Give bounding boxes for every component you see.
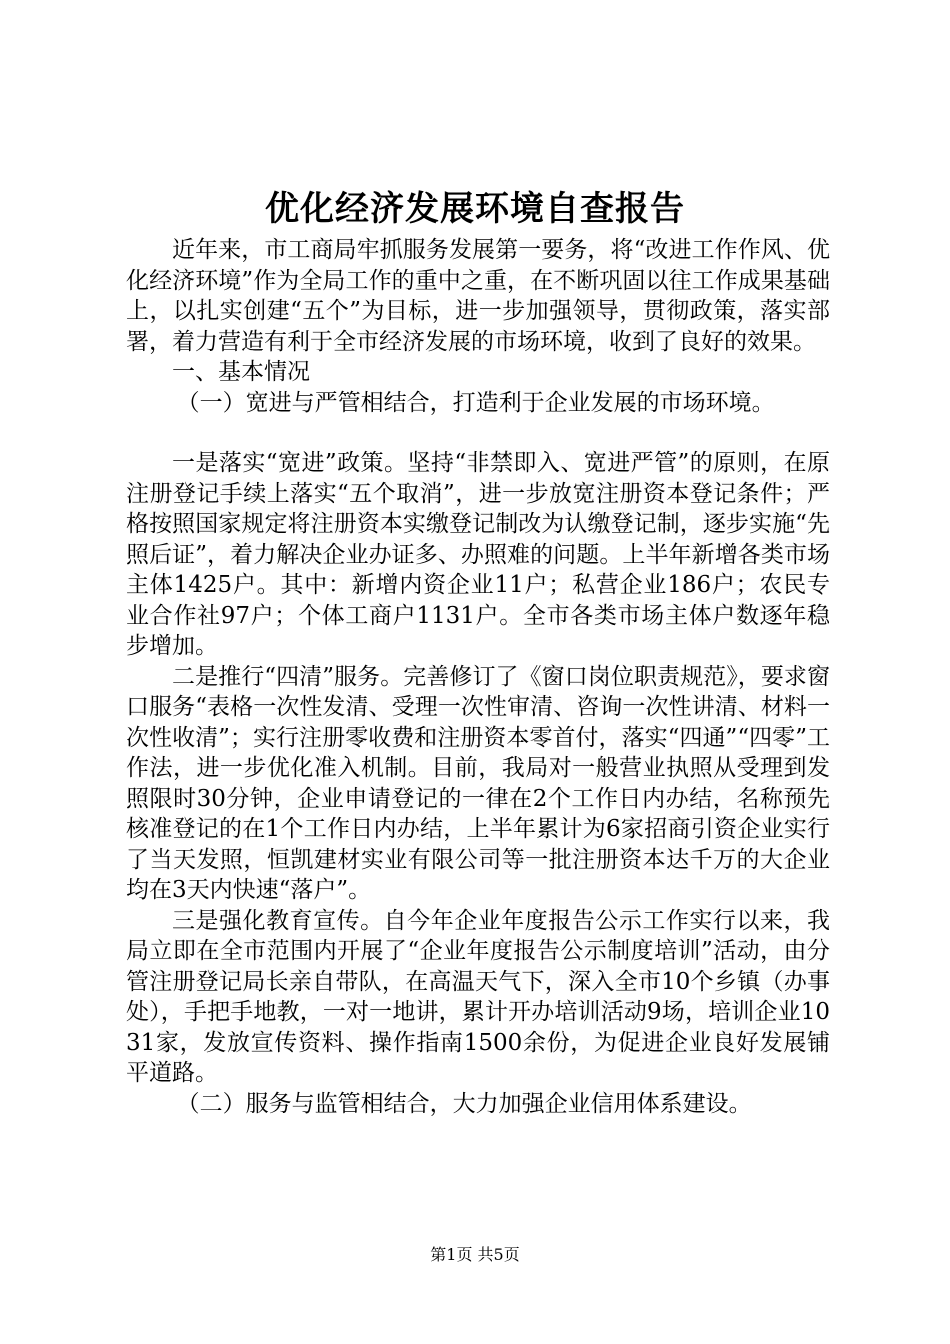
body-paragraph: 二是推行“四清”服务。完善修订了《窗口岗位职责规范》，要求窗口服务“表格一次性发清、受理一次性审清、咨询一次性讲清、材料一次性收清”；实行注册零收费和注册资本零首付，落实“四通”“四零”工作法，进一步优化准入机制。目前，我局对一般营业执照从受理到发照限时30分钟，企业申请登记的一律在2个工作日内办结，名称预先核准登记的在1个工作日内办结，上半年累计为6家招商引资企业实行了当天发照，恒凯建材实业有限公司等一批注册资本达千万的大企业均在3天内快速“落户”。 (126, 663, 830, 903)
subsection-heading: （二）服务与监管相结合，大力加强企业信用体系建设。 (176, 1090, 752, 1117)
document-title: 优化经济发展环境自查报告 (265, 189, 685, 229)
body-paragraph: 一是落实“宽进”政策。坚持“非禁即入、宽进严管”的原则，在原注册登记手续上落实“五个取消”，进一步放宽注册资本登记条件；严格按照国家规定将注册资本实缴登记制改为认缴登记制，逐步实施“先照后证”，着力解决企业办证多、办照难的问题。上半年新增各类市场主体1425户。其中：新增内资企业11户；私营企业186户；农民专业合作社97户；个体工商户1131户。全市各类市场主体户数逐年稳步增加。 (126, 450, 830, 659)
intro-paragraph: 近年来，市工商局牢抓服务发展第一要务，将“改进工作作风、优化经济环境”作为全局工作的重中之重，在不断巩固以往工作成果基础上，以扎实创建“五个”为目标，进一步加强领导，贯彻政策，落实部署，着力营造有利于全市经济发展的市场环境，收到了良好的效果。 (126, 237, 830, 355)
page-footer: 第1页 共5页 (430, 1245, 520, 1264)
document-body (126, 235, 830, 1119)
subsection-heading: （一）宽进与严管相结合，打造利于企业发展的市场环境。 (176, 389, 775, 416)
body-paragraph: 三是强化教育宣传。自今年企业年度报告公示工作实行以来，我局立即在全市范围内开展了“企业年度报告公示制度培训”活动，由分管注册登记局长亲自带队，在高温天气下，深入全市10个乡镇（办事处），手把手地教，一对一地讲，累计开办培训活动9场，培训企业1031家，发放宣传资料、操作指南1500余份，为促进企业良好发展铺平道路。 (126, 907, 830, 1086)
section-heading: 一、基本情况 (172, 359, 310, 385)
